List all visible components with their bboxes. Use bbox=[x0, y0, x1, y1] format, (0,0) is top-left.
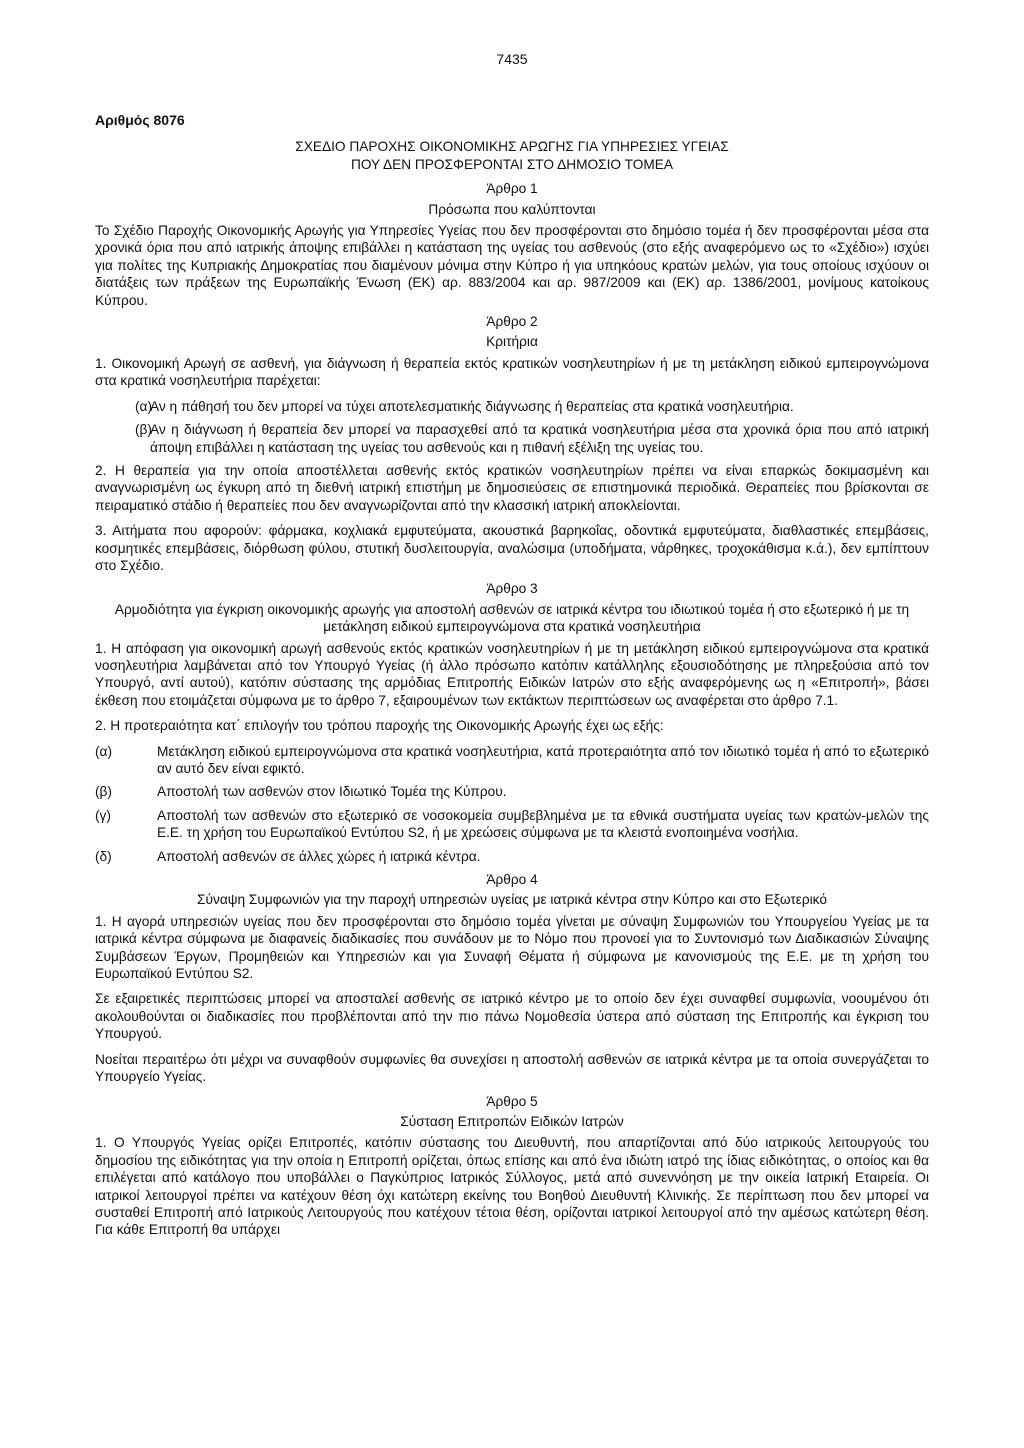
article-2-paragraph-2: 2. Η θεραπεία για την οποία αποστέλλεται ασθενής εκτός κρατικών νοσηλευτηρίων πρέπει να είναι επαρκώς δοκιμασμένη και αναγνωρισμένη ως έγκυρη από τη διεθνή ιατρική επιστήμη με δημοσιεύσεις σε επιστημονικά περιοδικά. Θεραπείες που βρίσκονται σε πειραματικό στάδιο ή θεραπείες που δεν αναγνωρίζονται από την κλασσική ιατρική αποκλείονται. bbox=[95, 462, 929, 513]
article-3-item-c bbox=[95, 807, 929, 842]
article-3-item-d-label: (δ) bbox=[95, 848, 112, 864]
article-5 bbox=[95, 1093, 929, 1239]
article-4-paragraph-3: Νοείται περαιτέρω ότι μέχρι να συναφθούν συμφωνίες θα συνεχίσει η αποστολή ασθενών σε ιατρικά κέντρα με τα οποία συνεργάζεται το Υπουργείο Υγείας. bbox=[95, 1051, 929, 1085]
article-5-number: Άρθρο 5 bbox=[486, 1093, 538, 1109]
article-4-paragraph-2: Σε εξαιρετικές περιπτώσεις μπορεί να αποσταλεί ασθενής σε ιατρικό κέντρο με το οποίο δεν έχει συναφθεί συμφωνία, νοουμένου ότι ακολουθούνται οι διαδικασίες που προβλέπονται από την πιο πάνω Νομοθεσία ύστερα από σύσταση της Επιτροπής και έγκριση του Υπουργού. bbox=[95, 991, 929, 1042]
article-4 bbox=[95, 871, 929, 1085]
article-3-title: Αρμοδιότητα για έγκριση οικονομικής αρωγής για αποστολή ασθενών σε ιατρικά κέντρα του ιδιωτικού τομέα ή στο εξωτερικό ή με τη μετάκληση ειδικού εμπειρογνώμονα στα κρατικά νοσηλευτήρια bbox=[114, 601, 910, 635]
article-3-item-d bbox=[95, 848, 929, 865]
article-3-paragraph-1: 1. Η απόφαση για οικονομική αρωγή ασθενούς εκτός κρατικών νοσηλευτηρίων ή με τη μετάκληση ειδικού εμπειρογνώμονα στα κρατικά νοσηλευτήρια λαμβάνεται από τον Υπουργό Υγείας (ή άλλο πρόσωπο κατόπιν κατάλληλης εξουσιοδότησης με πληρεξούσια από τον Υπουργό, αντί αυτού), κατόπιν σύστασης της αρμόδιας Επιτροπής Ειδικών Ιατρών στο εξής αναφερόμενης ως η «Επιτροπή», βάσει έκθεση που ετοιμάζεται σύμφωνα με το άρθρο 7, εξαιρουμένων των εκτάκτων περιπτώσεων ως αναφέρεται στο άρθρο 7.1. bbox=[95, 640, 929, 708]
article-3-paragraph-2: 2. Η προτεραιότητα κατ΄ επιλογήν του τρόπου παροχής της Οικονομικής Αρωγής έχει ως εξής: bbox=[95, 718, 664, 734]
article-2-item-b-label: (β) bbox=[135, 422, 152, 438]
article-3-item-c-label: (γ) bbox=[95, 807, 111, 823]
article-3-item-a-label: (α) bbox=[95, 743, 113, 759]
article-5-title: Σύσταση Επιτροπών Ειδικών Ιατρών bbox=[400, 1113, 624, 1129]
article-2-item-a bbox=[95, 398, 929, 415]
article-3 bbox=[95, 580, 929, 865]
document-body bbox=[95, 112, 929, 1239]
article-4-paragraph-1: 1. Η αγορά υπηρεσιών υγείας που δεν προσφέρονται στο δημόσιο τομέα γίνεται με σύναψη Συμφωνιών του Υπουργείου Υγείας με τα ιατρικά κέντρα σύμφωνα με διαφανείς διαδικασίες που συνάδουν με το Νόμο που προνοεί για το Συντονισμό των Διαδικασιών Σύναψης Συμβάσεων Έργων, Προμηθειών και Υπηρεσιών και για Συναφή Θέματα ή σύμφωνα με κανονισμούς της Ε.Ε. με τη χρήση του Ευρωπαϊκού Εντύπου S2. bbox=[95, 913, 929, 982]
article-2-item-b bbox=[95, 421, 929, 456]
plan-title bbox=[95, 138, 929, 173]
article-2-paragraph-3: 3. Αιτήματα που αφορούν: φάρμακα, κοχλιακά εμφυτεύματα, ακουστικά βαρηκοΐας, οδοντικά εμφυτεύματα, διαθλαστικές επεμβάσεις, κοσμητικές επεμβάσεις, διόρθωση φύλου, στυτική δυσλειτουργία, αναλώσιμα (υποδήματα, νάρθηκες, τροχοκάθισμα κ.ά.), δεν εμπίπτουν στο Σχέδιο. bbox=[95, 523, 929, 573]
article-1 bbox=[95, 180, 929, 309]
article-5-paragraph-1: 1. Ο Υπουργός Υγείας ορίζει Επιτροπές, κατόπιν σύστασης του Διευθυντή, που απαρτίζονται από δύο ιατρικούς λειτουργούς του δημοσίου της ειδικότητας για την οποία η Επιτροπή ορίζεται, όπως επίσης και από ένα ιδιώτη ιατρό της ίδιας ειδικότητας, ο οποίος και θα επιλέγεται από κατάλογο που υποβάλλει ο Παγκύπριος Ιατρικός Σύλλογος, μετά από συνεννόηση με την οικεία Ιατρική Εταιρεία. Οι ιατρικοί λειτουργοί πρέπει να κατέχουν θέση όχι κατώτερη εκείνης του Βοηθού Διευθυντή Κλινικής. Σε περίπτωση που δεν μπορεί να συσταθεί Επιτροπή από Ιατρικούς Λειτουργούς που κατέχουν τέτοια θέση, ορίζονται ιατρικοί λειτουργοί από την αμέσως κατώτερη θέση. Για κάθε Επιτροπή θα υπάρχει bbox=[95, 1135, 929, 1238]
article-3-number: Άρθρο 3 bbox=[486, 581, 538, 597]
page-number: 7435 bbox=[496, 51, 528, 67]
article-2-title: Κριτήρια bbox=[486, 334, 538, 350]
article-3-item-a bbox=[95, 743, 929, 778]
article-4-title: Σύναψη Συμφωνιών για την παροχή υπηρεσιών υγείας με ιατρικά κέντρα στην Κύπρο και στο Εξωτερικό bbox=[197, 892, 827, 908]
article-1-number: Άρθρο 1 bbox=[486, 181, 538, 197]
article-2-item-a-label: (α) bbox=[135, 398, 153, 414]
article-2-item-a-text: Αν η πάθησή του δεν μπορεί να τύχει αποτελεσματικής διάγνωσης ή θεραπείας στα κρατικά νοσηλευτήρια. bbox=[150, 398, 794, 414]
article-1-body: Το Σχέδιο Παροχής Οικονομικής Αρωγής για Υπηρεσίες Υγείας που δεν προσφέρονται στο δημόσιο τομέα ή δεν προσφέρονται μέσα στα χρονικά όρια που από ιατρικής άποψης επιβάλλει η κατάσταση της υγείας του ασθενούς (στο εξής αναφερόμενο ως το «Σχέδιο») ισχύει για πολίτες της Κυπριακής Δημοκρατίας που διαμένουν μόνιμα στην Κύπρο ή για υπηκόους κρατών μελών, για τους οποίους ισχύουν οι διατάξεις των πράξεων της Ευρωπαϊκής Ένωση (ΕΚ) αρ. 883/2004 και αρ. 987/2009 και (ΕΚ) αρ. 1386/2001, μονίμους κατοίκους Κύπρου. bbox=[95, 223, 929, 308]
decree-number: Αριθμός 8076 bbox=[95, 112, 185, 128]
article-2-number: Άρθρο 2 bbox=[486, 314, 538, 330]
article-3-item-b bbox=[95, 783, 929, 800]
article-3-item-a-text: Μετάκληση ειδικού εμπειρογνώμονα στα κρατικά νοσηλευτήρια, κατά προτεραιότητα από τον ιδιωτικό τομέα ή από το εξωτερικό αν αυτό δεν είναι εφικτό. bbox=[157, 743, 929, 776]
plan-title-line-1: ΣΧΕΔΙΟ ΠΑΡΟΧΗΣ ΟΙΚΟΝΟΜΙΚΗΣ ΑΡΩΓΗΣ ΓΙΑ ΥΠΗΡΕΣΙΕΣ ΥΓΕΙΑΣ bbox=[295, 139, 729, 155]
article-4-number: Άρθρο 4 bbox=[486, 872, 538, 888]
article-3-item-d-text: Αποστολή ασθενών σε άλλες χώρες ή ιατρικά κέντρα. bbox=[157, 848, 481, 864]
plan-title-line-2: ΠΟΥ ΔΕΝ ΠΡΟΣΦΕΡΟΝΤΑΙ ΣΤΟ ΔΗΜΟΣΙΟ ΤΟΜΕΑ bbox=[350, 156, 674, 172]
article-2 bbox=[95, 313, 929, 574]
article-2-item-b-text: Αν η διάγνωση ή θεραπεία δεν μπορεί να παρασχεθεί από τα κρατικά νοσηλευτήρια μέσα στα χρονικά όρια που από ιατρική άποψη επιβάλλει η κατάσταση της υγείας του ασθενούς και η πιθανή εξέλιξη της υγείας του. bbox=[150, 422, 929, 455]
article-1-title: Πρόσωπα που καλύπτονται bbox=[428, 201, 596, 217]
article-3-item-b-text: Αποστολή των ασθενών στον Ιδιωτικό Τομέα της Κύπρου. bbox=[157, 784, 507, 800]
article-3-item-c-text: Αποστολή των ασθενών στο εξωτερικό σε νοσοκομεία συμβεβλημένα με τα εθνικά συστήματα υγείας των κρατών-μελών της Ε.Ε. τη χρήση του Ευρωπαϊκού Εντύπου S2, ή με χρεώσεις σύμφωνα με τα κλειστά ενοποιημένα νοσήλια. bbox=[157, 807, 929, 841]
article-3-item-b-label: (β) bbox=[95, 784, 112, 800]
article-2-paragraph-1: 1. Οικονομική Αρωγή σε ασθενή, για διάγνωση ή θεραπεία εκτός κρατικών νοσηλευτηρίων ή με τη μετάκληση ειδικού εμπειρογνώμονα στα κρατικά νοσηλευτήρια παρέχεται: bbox=[95, 355, 929, 389]
